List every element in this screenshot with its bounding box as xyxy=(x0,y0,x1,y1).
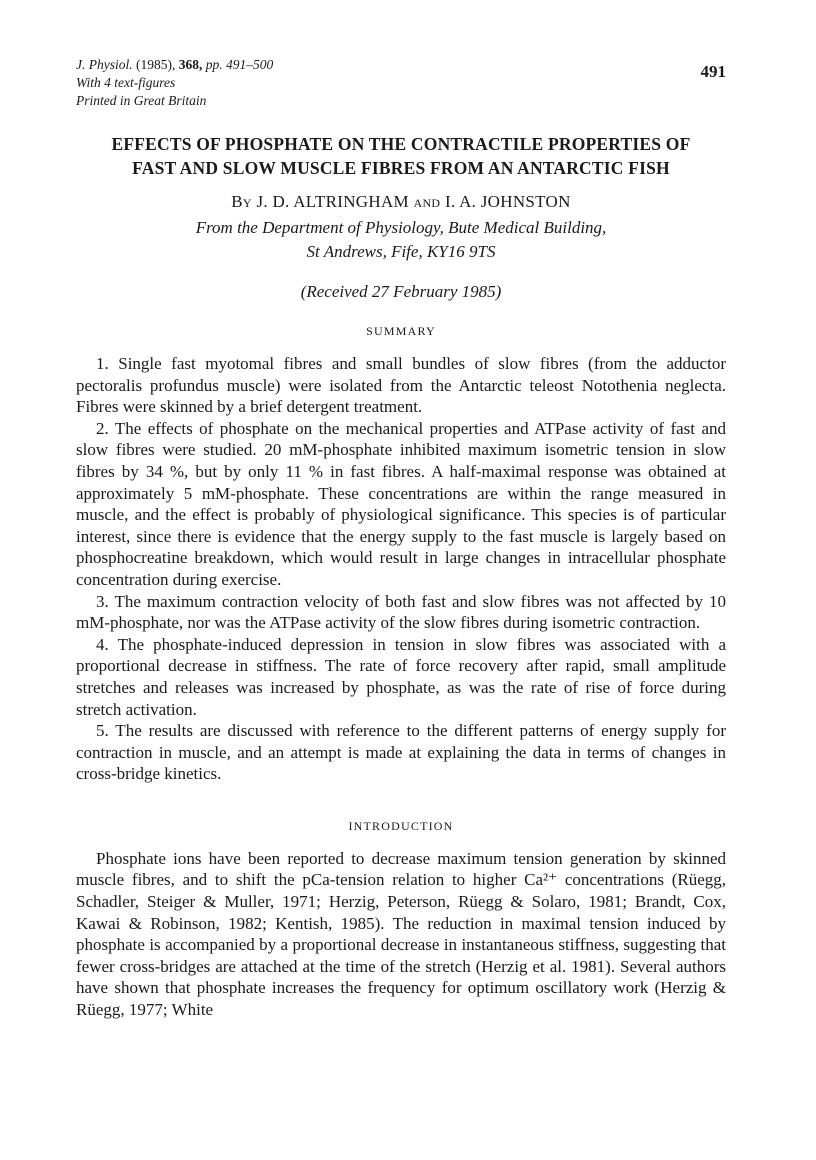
summary-item: 4. The phosphate-induced depression in tension in slow fibres was associated with a proportional decrease in stiffness. The rate of force recovery after rapid, small amplitude stretches and releases was increased by phosphate, as was the rate of rise of force during stretch activation. xyxy=(76,634,726,719)
summary-list xyxy=(76,353,726,785)
title-line: EFFECTS OF PHOSPHATE ON THE CONTRACTILE PROPERTIES OF xyxy=(111,134,691,154)
journal-year: (1985), xyxy=(136,57,176,72)
page-number: 491 xyxy=(700,62,726,81)
journal-volume: 368, xyxy=(178,57,203,72)
affiliation-line: From the Department of Physiology, Bute Medical Building, xyxy=(195,218,607,237)
author-line xyxy=(76,192,726,212)
author-name: J. D. ALTRINGHAM xyxy=(256,192,409,211)
article-title xyxy=(76,132,726,180)
title-line: FAST AND SLOW MUSCLE FIBRES FROM AN ANTARCTIC FISH xyxy=(132,158,670,178)
author-name: I. A. JOHNSTON xyxy=(444,192,571,211)
introduction-paragraph: Phosphate ions have been reported to decrease maximum tension generation by skinned muscle fibres, and to shift the pCa-tension relation to higher Ca²⁺ concentrations (Rüegg, Schadler, Steiger & Muller, 1971; Herzig, Peterson, Rüegg & Solaro, 1981; Brandt, Cox, Kawai & Robinson, 1982; Kentish, 1985). The reduction in maximal tension induced by phosphate is accompanied by a proportional decrease in instantaneous stiffness, suggesting that fewer cross-bridges are attached at the time of the stretch (Herzig et al. 1981). Several authors have shown that phosphate increases the frequency for optimum oscillatory work (Herzig & Rüegg, 1977; White xyxy=(76,848,726,1020)
summary-item: 3. The maximum contraction velocity of both fast and slow fibres was not affected by 10 mM-phosphate, nor was the ATPase activity of the slow fibres during isometric contraction. xyxy=(76,591,726,633)
journal-page xyxy=(76,56,726,1021)
page-header xyxy=(76,56,726,124)
and-word: and xyxy=(413,192,441,211)
affiliation-line: St Andrews, Fife, KY16 9TS xyxy=(306,242,496,261)
summary-item: 1. Single fast myotomal fibres and small bundles of slow fibres (from the adductor pectoralis profundus muscle) were isolated from the Antarctic teleost Notothenia neglecta. Fibres were skinned by a brief detergent treatment. xyxy=(76,354,726,417)
summary-heading: SUMMARY xyxy=(366,324,436,338)
summary-item: 5. The results are discussed with reference to the different patterns of energy supply for contraction in muscle, and an attempt is made at explaining the data in terms of changes in cross-bridge kinetics. xyxy=(76,721,726,784)
journal-pages: pp. 491–500 xyxy=(205,57,274,72)
journal-name: J. Physiol. xyxy=(76,57,133,72)
introduction-body xyxy=(76,848,726,1021)
citation-line xyxy=(76,56,726,74)
by-prefix: By xyxy=(231,192,252,211)
figures-note: With 4 text-figures xyxy=(76,75,176,90)
affiliation xyxy=(76,216,726,264)
introduction-heading: INTRODUCTION xyxy=(348,818,454,833)
received-date: (Received 27 February 1985) xyxy=(300,282,502,301)
printed-note: Printed in Great Britain xyxy=(76,93,207,108)
summary-item: 2. The effects of phosphate on the mechanical properties and ATPase activity of fast and slow fibres were studied. 20 mM-phosphate inhibited maximum isometric tension in slow fibres by 34 %, but by only 11 % in fast fibres. A half-maximal response was obtained at approximately 5 mM-phosphate. These concentrations are within the range measured in muscle, and the effect is probably of physiological significance. This species is of particular interest, since there is evidence that the energy supply to the fast muscle is largely based on phosphocreatine breakdown, which would result in large changes in intracellular phosphate concentration during exercise. xyxy=(76,418,726,589)
